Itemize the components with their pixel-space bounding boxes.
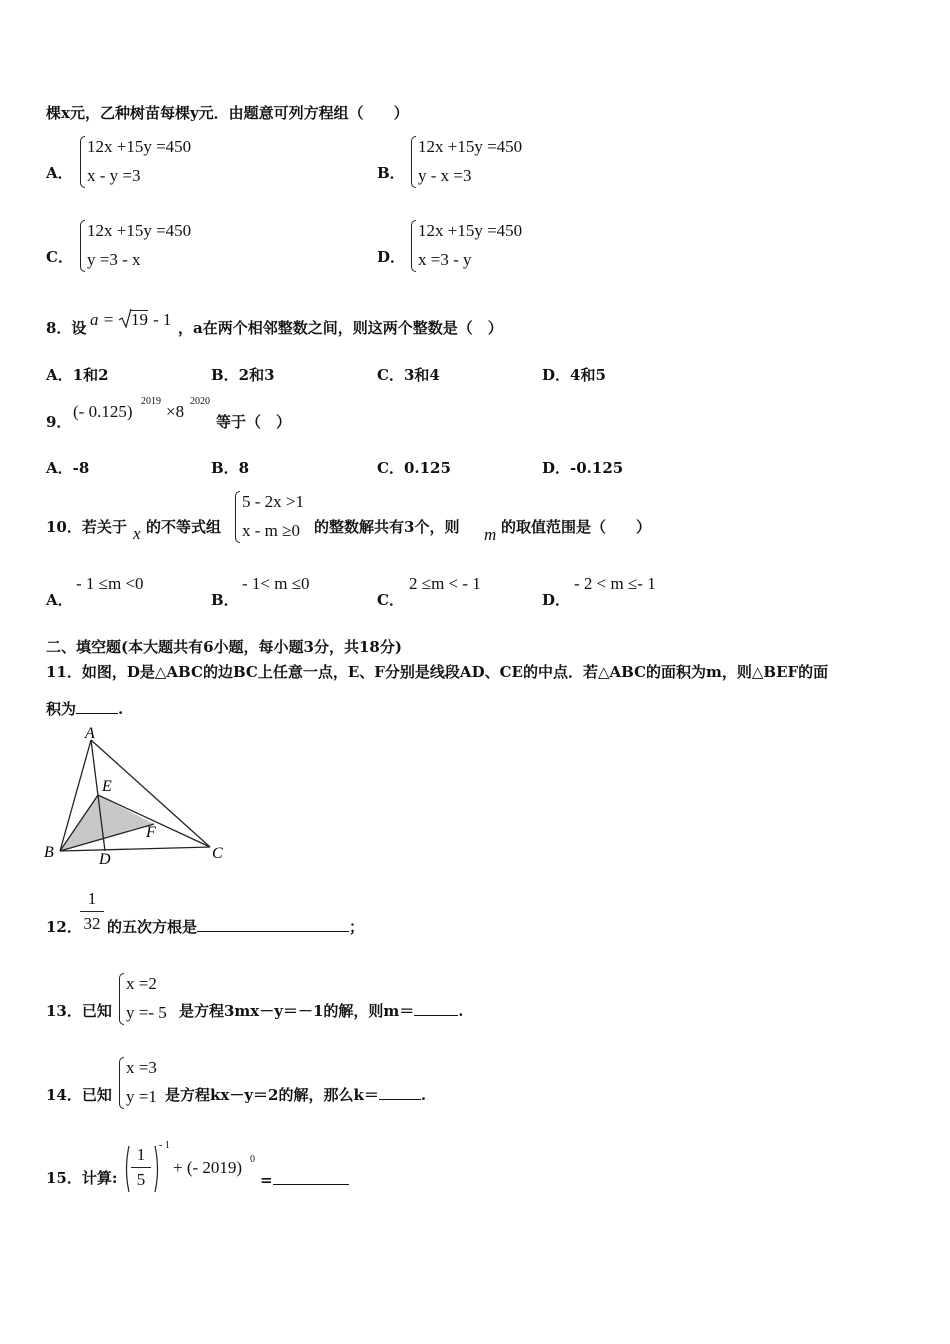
brace-icon	[411, 136, 416, 188]
q13-text-line	[179, 1000, 464, 1021]
option-letter: C．	[377, 591, 404, 609]
brace-icon	[411, 220, 416, 272]
q14-text-line	[165, 1084, 426, 1105]
q9-times: ×8	[166, 402, 185, 421]
option-expression: - 1< m ≤0	[242, 574, 310, 593]
q13-text: 是方程3mx－y＝－1的解，则m＝	[179, 1002, 415, 1020]
equation-1: 12x +15y =450	[418, 221, 523, 240]
brace-icon	[80, 136, 85, 188]
q9-number: 9．	[46, 413, 72, 431]
numerator: 1	[136, 1145, 146, 1164]
q11-line-2	[46, 698, 123, 719]
q13-equation-1: x =2	[126, 974, 157, 993]
option-expression: - 2 < m ≤- 1	[574, 574, 656, 593]
q14-number: 14．已知	[46, 1086, 112, 1104]
label-c: C	[212, 845, 223, 862]
option-letter: B．	[377, 164, 405, 182]
denominator: 32	[83, 914, 101, 933]
option-expression: - 1 ≤m <0	[76, 574, 144, 593]
q9-exponent-1: 2019	[141, 396, 161, 407]
q12-text: 的五次方根是	[107, 918, 198, 936]
q9-option-a[interactable]: A．-8	[46, 459, 90, 477]
answer-blank[interactable]	[379, 1085, 421, 1100]
q12-fraction	[80, 889, 104, 934]
q8-expr-right: - 1	[153, 310, 172, 329]
option-letter: B．	[211, 591, 239, 609]
option-letter: D．	[377, 248, 406, 266]
q8-option-a[interactable]: A．1和2	[46, 366, 109, 384]
equation-2: y - x =3	[418, 166, 472, 185]
q9-exponent-2: 2020	[190, 396, 210, 407]
q15-exponent: - 1	[159, 1140, 170, 1151]
q10-var-m: m	[484, 525, 497, 544]
label-f: F	[146, 824, 156, 841]
q8-expr-left: a =	[90, 310, 115, 329]
answer-blank[interactable]	[414, 1001, 458, 1016]
q15-rest: + (- 2019)	[173, 1158, 243, 1177]
q13-number: 13．已知	[46, 1002, 112, 1020]
fraction-bar	[131, 1167, 151, 1168]
option-letter: A．	[46, 591, 73, 609]
section-title: 二、填空题(本大题共有6小题，每小题3分，共18分)	[46, 638, 402, 656]
brace-icon	[80, 220, 85, 272]
q9-option-d[interactable]: D．-0.125	[542, 459, 624, 477]
option-expression: 2 ≤m < - 1	[409, 574, 481, 593]
label-b: B	[44, 844, 54, 861]
triangle-figure	[40, 724, 230, 866]
q9-option-b[interactable]: B．8	[211, 459, 250, 477]
q10-inequality-2: x - m ≥0	[242, 521, 300, 540]
brace-icon	[119, 1057, 124, 1109]
q12-end: ；	[349, 918, 365, 936]
label-e: E	[102, 778, 112, 795]
fraction-bar	[80, 911, 104, 912]
q8-text: ，a在两个相邻整数之间，则这两个整数是（ ）	[178, 319, 503, 337]
equation-1: 12x +15y =450	[87, 137, 192, 156]
q14-equation-1: x =3	[126, 1058, 157, 1077]
q14-end: .	[420, 1086, 427, 1104]
q10-text-3: 的取值范围是（ ）	[501, 518, 652, 536]
q12-number: 12．	[46, 918, 82, 936]
option-letter: A．	[46, 164, 73, 182]
label-d: D	[99, 851, 111, 866]
q9-option-c[interactable]: C．0.125	[377, 459, 451, 477]
q11-line-1: 11．如图，D是△ABC的边BC上任意一点，E、F分别是线段AD、CE的中点．若△ABC的面积为m，则△BEF的面	[46, 663, 829, 681]
shaded-triangle-bef	[60, 795, 154, 851]
q7-stem-tail: 棵x元，乙种树苗每棵y元．由题意可列方程组（ ）	[46, 104, 409, 122]
q11-line-2-text: 积为	[46, 700, 77, 718]
option-letter: C．	[46, 248, 73, 266]
equation-2: x - y =3	[87, 166, 141, 185]
option-letter: D．	[542, 591, 571, 609]
q15-number: 15．计算:	[46, 1169, 118, 1187]
answer-blank[interactable]	[76, 699, 118, 714]
q15-exponent-0: 0	[250, 1154, 255, 1165]
equals-sign: =	[260, 1171, 273, 1189]
equation-1: 12x +15y =450	[87, 221, 192, 240]
q8-number: 8．设	[46, 319, 87, 337]
q14-equation-2: y =1	[126, 1087, 157, 1106]
q10-inequality-1: 5 - 2x >1	[242, 492, 304, 511]
q10-text-1: 的不等式组	[146, 518, 222, 536]
equation-2: x =3 - y	[418, 250, 472, 269]
sqrt-icon	[118, 308, 132, 328]
q10-number: 10．若关于	[46, 518, 127, 536]
equation-2: y =3 - x	[87, 250, 141, 269]
answer-blank[interactable]	[273, 1170, 349, 1185]
q9-base: (- 0.125)	[73, 402, 133, 421]
q8-option-d[interactable]: D．4和5	[542, 366, 606, 384]
q14-text: 是方程kx－y＝2的解，那么k＝	[165, 1086, 379, 1104]
q15-fraction	[131, 1145, 151, 1190]
numerator: 1	[87, 889, 97, 908]
brace-icon	[235, 491, 240, 543]
q9-text: 等于（ ）	[216, 413, 292, 431]
q13-equation-2: y =- 5	[126, 1003, 167, 1022]
q12-text-line	[107, 916, 364, 937]
equation-1: 12x +15y =450	[418, 137, 523, 156]
denominator: 5	[136, 1170, 146, 1189]
q10-var-x: x	[133, 524, 141, 543]
q8-radicand: 19	[131, 310, 148, 329]
q11-end: .	[118, 700, 124, 718]
q13-end: .	[458, 1002, 464, 1020]
q8-option-c[interactable]: C．3和4	[377, 366, 440, 384]
label-a: A	[85, 725, 95, 742]
q8-option-b[interactable]: B．2和3	[211, 366, 275, 384]
q10-text-2: 的整数解共有3个，则	[314, 518, 460, 536]
q15-answer-line	[260, 1170, 349, 1189]
answer-blank[interactable]	[197, 917, 349, 932]
brace-icon	[119, 973, 124, 1025]
